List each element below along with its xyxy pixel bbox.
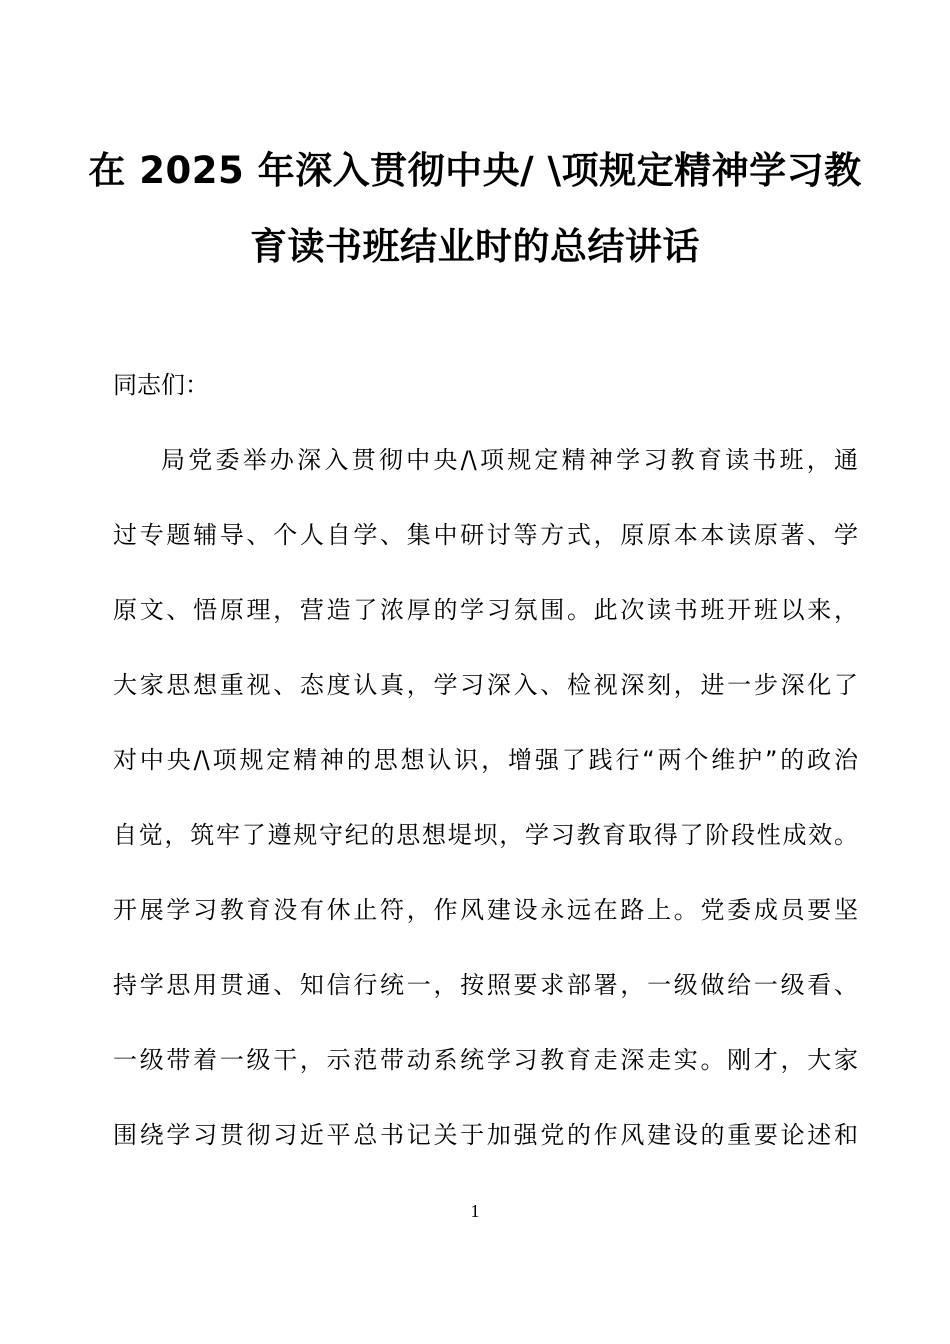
- text-line: 开展学习教育没有休止符，作风建设永远在路上。党委成员要坚: [113, 896, 858, 924]
- text-line: 局党委举办深入贯彻中央/\项规定精神学习教育读书班，通: [161, 446, 858, 474]
- text-line-salutation: 同志们：: [113, 371, 209, 399]
- page-number: 1: [470, 1201, 480, 1221]
- text-line: 自觉，筑牢了遵规守纪的思想堤坝，学习教育取得了阶段性成效。: [113, 821, 858, 849]
- document-title-line-1: 在 2025 年深入贯彻中央/ \项规定精神学习教: [88, 149, 862, 192]
- text-line: 原文、悟原理，营造了浓厚的学习氛围。此次读书班开班以来，: [113, 596, 858, 624]
- text-line: 过专题辅导、个人自学、集中研讨等方式，原原本本读原著、学: [113, 521, 858, 549]
- text-line: 持学思用贯通、知信行统一，按照要求部署，一级做给一级看、: [113, 971, 858, 999]
- text-line: 大家思想重视、态度认真，学习深入、检视深刻，进一步深化了: [113, 671, 858, 699]
- document-body: [113, 348, 858, 1173]
- document-title-line-2: 育读书班结业时的总结讲话: [250, 225, 700, 268]
- text-line: 一级带着一级干，示范带动系统学习教育走深走实。刚才，大家: [113, 1046, 858, 1074]
- document-title: [55, 133, 895, 285]
- text-line: 围绕学习贯彻习近平总书记关于加强党的作风建设的重要论述和: [113, 1121, 858, 1149]
- text-line: 对中央/\项规定精神的思想认识，增强了践行“两个维护”的政治: [113, 746, 858, 774]
